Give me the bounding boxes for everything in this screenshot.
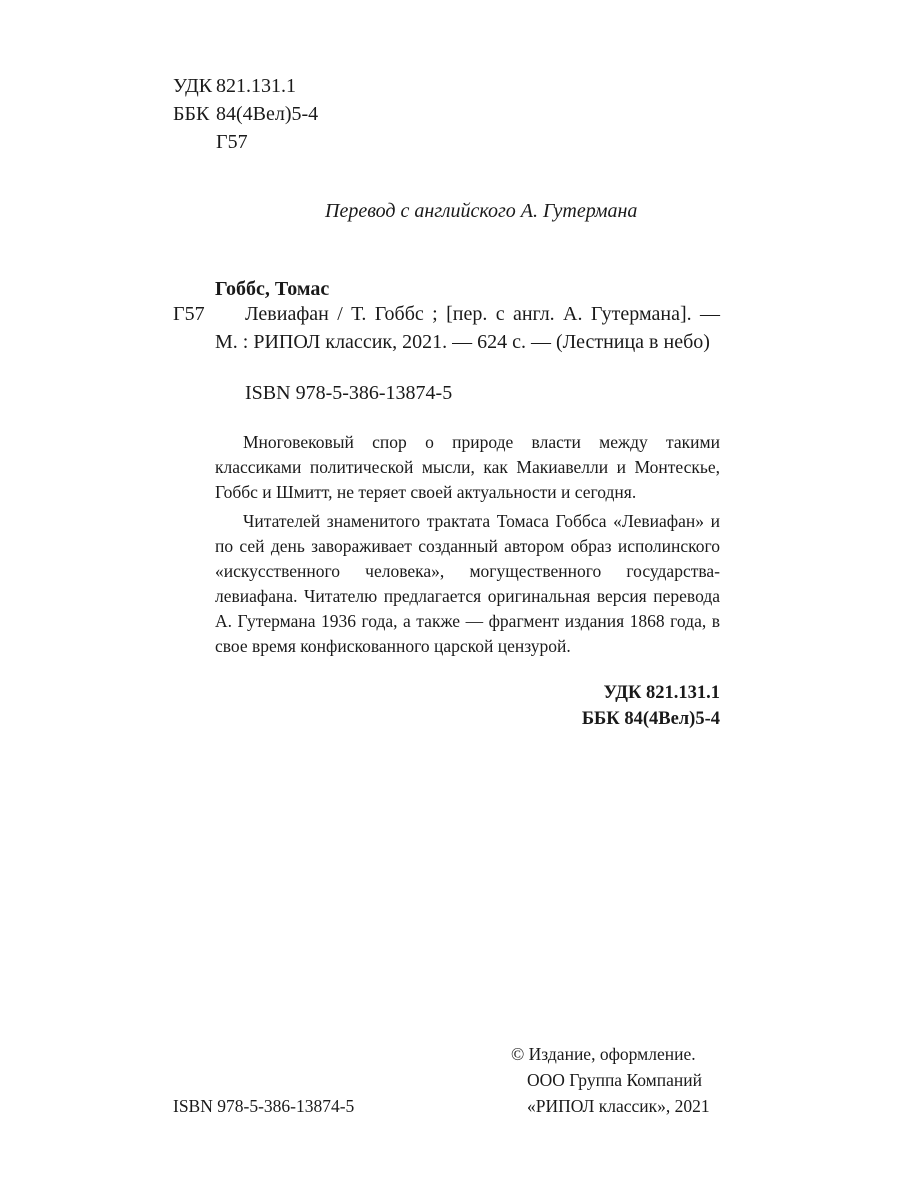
author-heading: Гоббс, Томас (215, 278, 330, 300)
bbk-label: ББК (173, 103, 210, 125)
annotation-paragraph: Читателей знаменитого трактата Томаса Гоббса «Левиафан» и по сей день завораживает созданный автором образ исполинского «искусственного человека», могущественного государства-левиафана. Читателю предлагается оригинальная версия перевода А. Гутермана 1936 года, а также — фрагмент издания 1868 года, в свое время конфискованного царской цензурой. (215, 511, 720, 656)
copyright-line-1: © Издание, оформление. (511, 1044, 696, 1064)
annotation (215, 430, 720, 659)
udk-value: 821.131.1 (216, 75, 296, 97)
bbk-value: 84(4Вел)5-4 (216, 103, 319, 125)
author-mark: Г57 (216, 131, 248, 153)
copyright-line-3: «РИПОЛ классик», 2021 (527, 1096, 710, 1116)
annotation-paragraph: Многовековый спор о природе власти между такими классиками политической мысли, как Макиавелли и Монтескье, Гоббс и Шмитт, не теряет своей актуальности и сегодня. (215, 432, 720, 502)
classification-bottom (582, 680, 720, 732)
isbn-top: ISBN 978-5-386-13874-5 (245, 382, 453, 404)
udk-bottom: УДК 821.131.1 (603, 683, 720, 703)
udk-label: УДК (173, 75, 213, 97)
copyright-line-2: ООО Группа Компаний (527, 1070, 702, 1090)
udk-line (173, 72, 318, 100)
bib-line-1: Левиафан / Т. Гоббс ; [пер. с англ. А. Гутермана]. — (245, 303, 720, 325)
author-mark-line (173, 128, 318, 156)
copyright-block (511, 1041, 710, 1119)
classification-block (173, 72, 318, 156)
bbk-bottom: ББК 84(4Вел)5-4 (581, 709, 720, 729)
bib-mark: Г57 (173, 303, 205, 325)
bbk-line (173, 100, 318, 128)
isbn-bottom: ISBN 978-5-386-13874-5 (173, 1096, 355, 1116)
translator-note: Перевод с английского А. Гутермана (325, 200, 638, 222)
bib-line-2: М. : РИПОЛ классик, 2021. — 624 с. — (Лестница в небо) (215, 331, 710, 353)
